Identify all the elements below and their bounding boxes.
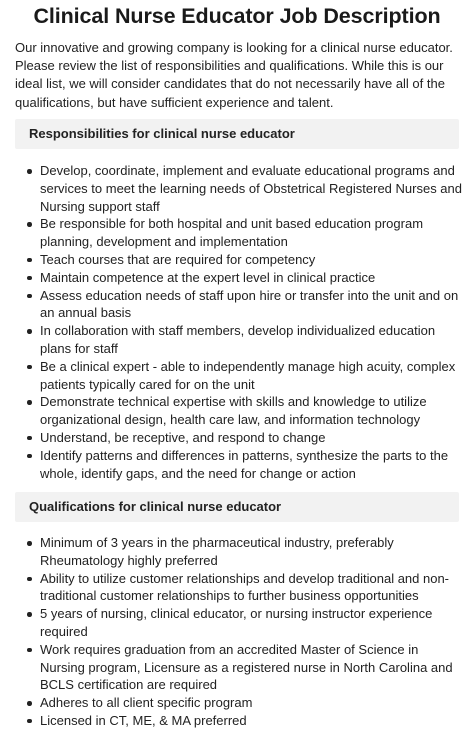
list-item: Demonstrate technical expertise with skills and knowledge to utilize organizational design, health care law, and information technology xyxy=(40,393,465,429)
qualifications-heading: Qualifications for clinical nurse educator xyxy=(15,492,459,522)
intro-paragraph: Our innovative and growing company is looking for a clinical nurse educator. Please review the list of responsibilities and qualifications. While this is our ideal list, we will consider candidates that do not necessarily have all of the qualifications, but have sufficient experience and talent. xyxy=(15,40,453,110)
page-title: Clinical Nurse Educator Job Description xyxy=(33,4,441,28)
list-item: 5 years of nursing, clinical educator, or nursing instructor experience required xyxy=(40,605,465,641)
list-item: Ability to utilize customer relationships and develop traditional and non-traditional customer relationships to further business opportunities xyxy=(40,570,465,606)
list-item: In collaboration with staff members, develop individualized education plans for staff xyxy=(40,322,465,358)
list-item: Teach courses that are required for competency xyxy=(40,251,465,269)
responsibilities-heading: Responsibilities for clinical nurse educator xyxy=(15,119,459,149)
list-item: Maintain competence at the expert level in clinical practice xyxy=(40,269,465,287)
list-item: Licensed in CT, ME, & MA preferred xyxy=(40,712,465,730)
list-item: Adheres to all client specific program xyxy=(40,694,465,712)
list-item: Develop, coordinate, implement and evaluate educational programs and services to meet the learning needs of Obstetrical Registered Nurses and Nursing support staff xyxy=(40,162,465,215)
list-item: Work requires graduation from an accredited Master of Science in Nursing program, Licensure as a registered nurse in North Carolina and BCLS certification are required xyxy=(40,641,465,694)
responsibilities-list xyxy=(15,162,465,482)
list-item: Minimum of 3 years in the pharmaceutical industry, preferably Rheumatology highly preferred xyxy=(40,534,465,570)
list-item: Identify patterns and differences in patterns, synthesize the parts to the whole, identify gaps, and the need for change or action xyxy=(40,447,465,483)
list-item: Be a clinical expert - able to independently manage high acuity, complex patients typically cared for on the unit xyxy=(40,358,465,394)
qualifications-list xyxy=(15,534,465,730)
list-item: Be responsible for both hospital and unit based education program planning, development and implementation xyxy=(40,215,465,251)
list-item: Assess education needs of staff upon hire or transfer into the unit and on an annual basis xyxy=(40,287,465,323)
list-item: Understand, be receptive, and respond to change xyxy=(40,429,465,447)
